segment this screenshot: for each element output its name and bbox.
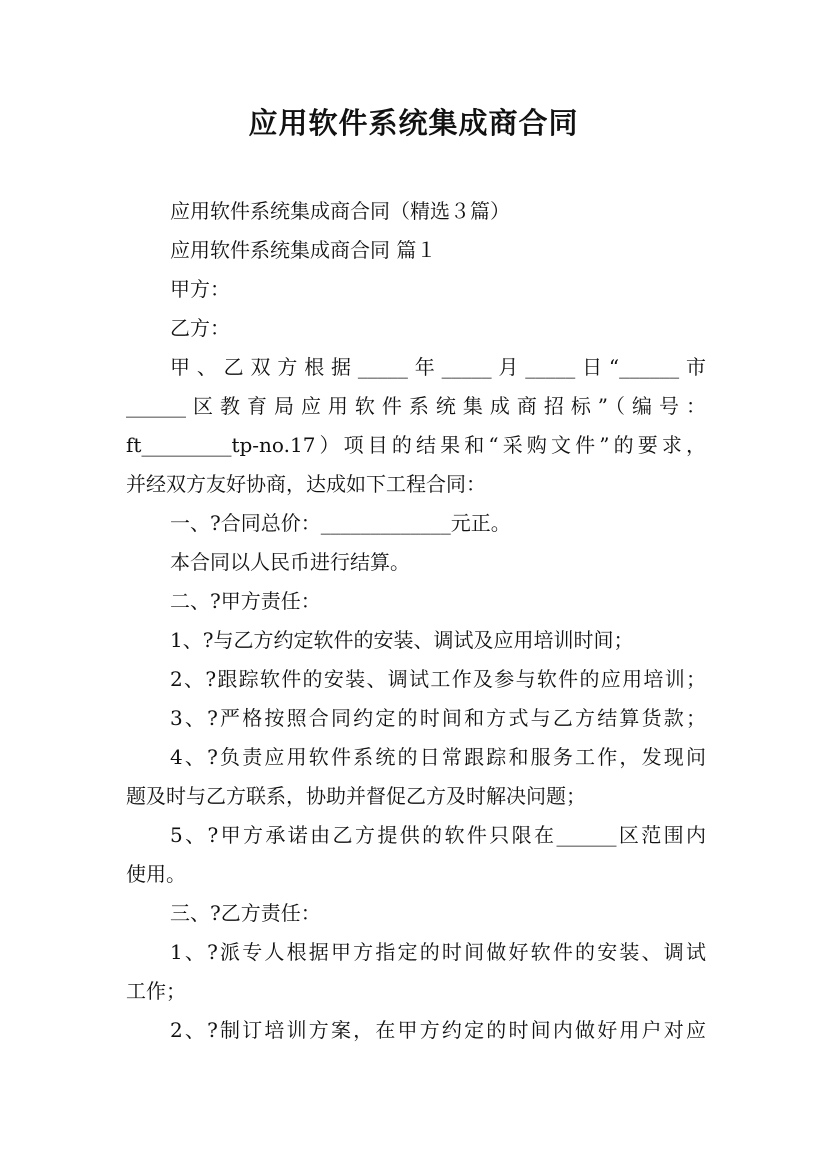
clause-item-continued: 题及时与乙方联系，协助并督促乙方及时解决问题； xyxy=(126,784,586,808)
clause-item: 3、?严格按照合同约定的时间和方式与乙方结算货款； xyxy=(170,706,706,730)
document-title: 应用软件系统集成商合同 xyxy=(248,106,579,140)
clause-item: 5、?甲方承诺由乙方提供的软件只限在______区范围内 xyxy=(170,823,706,847)
paragraph-line: 并经双方友好协商，达成如下工程合同： xyxy=(126,472,486,496)
clause-item-continued: 工作； xyxy=(126,979,186,1003)
clause-item: 4、?负责应用软件系统的日常跟踪和服务工作，发现问 xyxy=(170,745,706,769)
clause-item: 1、?与乙方约定软件的安装、调试及应用培训时间； xyxy=(170,628,634,652)
clause-item: 2、?跟踪软件的安装、调试工作及参与软件的应用培训； xyxy=(170,667,706,691)
party-a-line: 甲方： xyxy=(170,277,230,301)
clause-line: 一、?合同总价：_____________元正。 xyxy=(170,511,511,535)
clause-item: 1、?派专人根据甲方指定的时间做好软件的安装、调试 xyxy=(170,940,706,964)
section-heading: 应用软件系统集成商合同 篇１ xyxy=(170,238,437,262)
clause-item: 2、?制订培训方案，在甲方约定的时间内做好用户对应 xyxy=(170,1018,706,1042)
clause-heading: 二、?甲方责任： xyxy=(170,589,321,613)
clause-heading: 三、?乙方责任： xyxy=(170,901,321,925)
paragraph-line: ft_________tp-no.17）项目的结果和“采购文件”的要求， xyxy=(126,433,706,457)
paragraph-line: 本合同以人民币进行结算。 xyxy=(170,550,410,574)
subtitle-line: 应用软件系统集成商合同（精选３篇） xyxy=(170,199,510,223)
clause-item-continued: 使用。 xyxy=(126,862,186,886)
party-b-line: 乙方： xyxy=(170,316,230,340)
paragraph-line: 甲、乙双方根据_____年_____月_____日“______市 xyxy=(170,355,706,379)
paragraph-line: ______区教育局应用软件系统集成商招标”（编号： xyxy=(126,394,706,418)
